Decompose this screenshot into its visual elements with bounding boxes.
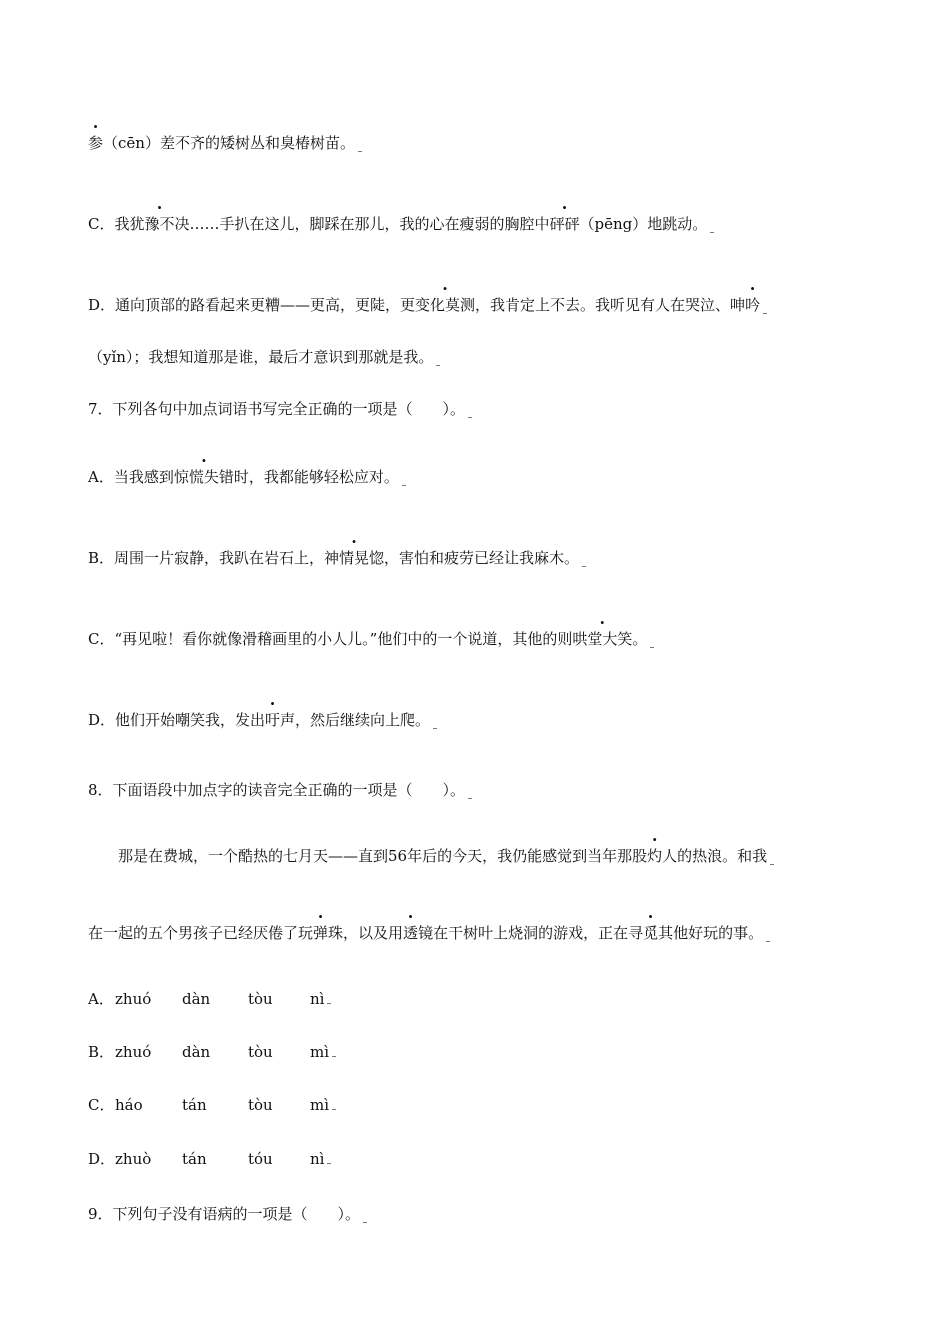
emphasized-word: 哄堂大笑 <box>572 630 633 648</box>
text-run: 时，我都能够轻松应对。 <box>233 468 399 486</box>
text-run: 那是在费城，一个酷热的七月天——直到56年后的今天，我仍能感觉到当年那股 <box>118 847 648 865</box>
text-run: D．通向顶部的路看起来更糟——更高，更陡，更 <box>88 296 416 314</box>
paragraph-mark <box>582 566 586 567</box>
q8-passage-line2 <box>88 922 860 944</box>
emphasized-word: 参 <box>88 134 104 152</box>
text-run: ，害怕和疲劳已经让我麻木。 <box>384 549 580 567</box>
text-run: （pēng）地跳动。 <box>579 215 708 233</box>
paragraph-mark <box>436 365 440 366</box>
text-run: （yǐn）；我想知道那是谁，最后才意识到那就是我。 <box>88 348 434 366</box>
q7-stem: 7．下列各句中加点词语书写完全正确的一项是（ ）。 <box>88 398 860 420</box>
q8-option-d[interactable]: D． zhuò tán tóu nì <box>88 1148 860 1170</box>
paragraph-mark <box>766 941 770 942</box>
emphasized-word: 吟 <box>745 296 761 314</box>
emphasized-word: 神情晃惚 <box>324 549 385 567</box>
emphasized-word: 犹豫不决 <box>129 215 190 233</box>
q6-option-b-continuation <box>88 132 860 154</box>
text-run: 镜在干树叶上烧洞的游戏，正在寻 <box>418 924 644 942</box>
emphasized-word: 觅 <box>643 924 659 942</box>
paragraph-mark <box>770 864 774 865</box>
paragraph-mark <box>763 313 767 314</box>
text-run: B．周围一片寂静，我趴在岩石上， <box>88 549 325 567</box>
q6-option-c[interactable] <box>88 213 860 235</box>
q8-stem: 8．下面语段中加点字的读音完全正确的一项是（ ）。 <box>88 779 860 801</box>
emphasized-word: 吁 <box>265 711 281 729</box>
q8-option-b[interactable]: B． zhuó dàn tòu mì <box>88 1041 860 1063</box>
text-run: D．他们开始嘲笑我，发出 <box>88 711 266 729</box>
text-run: 珠，以及用 <box>328 924 404 942</box>
q6-option-d-line1[interactable] <box>88 294 860 316</box>
paragraph-mark <box>402 485 406 486</box>
q8-option-c[interactable]: C． háo tán tòu mì <box>88 1094 860 1116</box>
emphasized-word: 弹 <box>313 924 329 942</box>
text-run: 。 <box>632 630 648 648</box>
text-run: C．“再见啦！看你就像滑稽画里的小人儿。”他们中的一个说道，其他的则 <box>88 630 573 648</box>
emphasized-word: 砰砰 <box>549 215 580 233</box>
text-run: A．当我感到 <box>88 468 174 486</box>
emphasized-word: 灼 <box>647 847 663 865</box>
text-run: ，我肯定上不去。我听见有人在哭泣、呻 <box>475 296 746 314</box>
emphasized-word: 透 <box>403 924 419 942</box>
text-run: 其他好玩的事。 <box>658 924 764 942</box>
text-run: 人的热浪。和我 <box>662 847 768 865</box>
paragraph-mark <box>650 647 654 648</box>
text-run: （cēn）差不齐的矮树丛和臭椿树苗。 <box>103 134 355 152</box>
q8-passage-line1 <box>118 845 860 867</box>
emphasized-word: 惊慌失错 <box>173 468 234 486</box>
text-run: ……手扒在这儿，脚踩在那儿，我的心在瘦弱的胸腔中 <box>189 215 550 233</box>
emphasized-word: 变化莫测 <box>415 296 476 314</box>
q6-option-d-line2 <box>88 346 860 368</box>
paragraph-mark <box>358 151 362 152</box>
q7-option-c[interactable] <box>88 628 860 650</box>
paragraph-mark <box>710 232 714 233</box>
text-run: C．我 <box>88 215 130 233</box>
text-run: 在一起的五个男孩子已经厌倦了玩 <box>88 924 314 942</box>
q7-option-a[interactable] <box>88 466 860 488</box>
q7-option-d[interactable] <box>88 709 860 731</box>
paragraph-mark <box>433 728 437 729</box>
q7-option-b[interactable] <box>88 547 860 569</box>
q8-option-a[interactable]: A． zhuó dàn tòu nì <box>88 988 860 1010</box>
q9-stem: 9．下列句子没有语病的一项是（ ）。 <box>88 1203 860 1225</box>
text-run: 声，然后继续向上爬。 <box>280 711 431 729</box>
